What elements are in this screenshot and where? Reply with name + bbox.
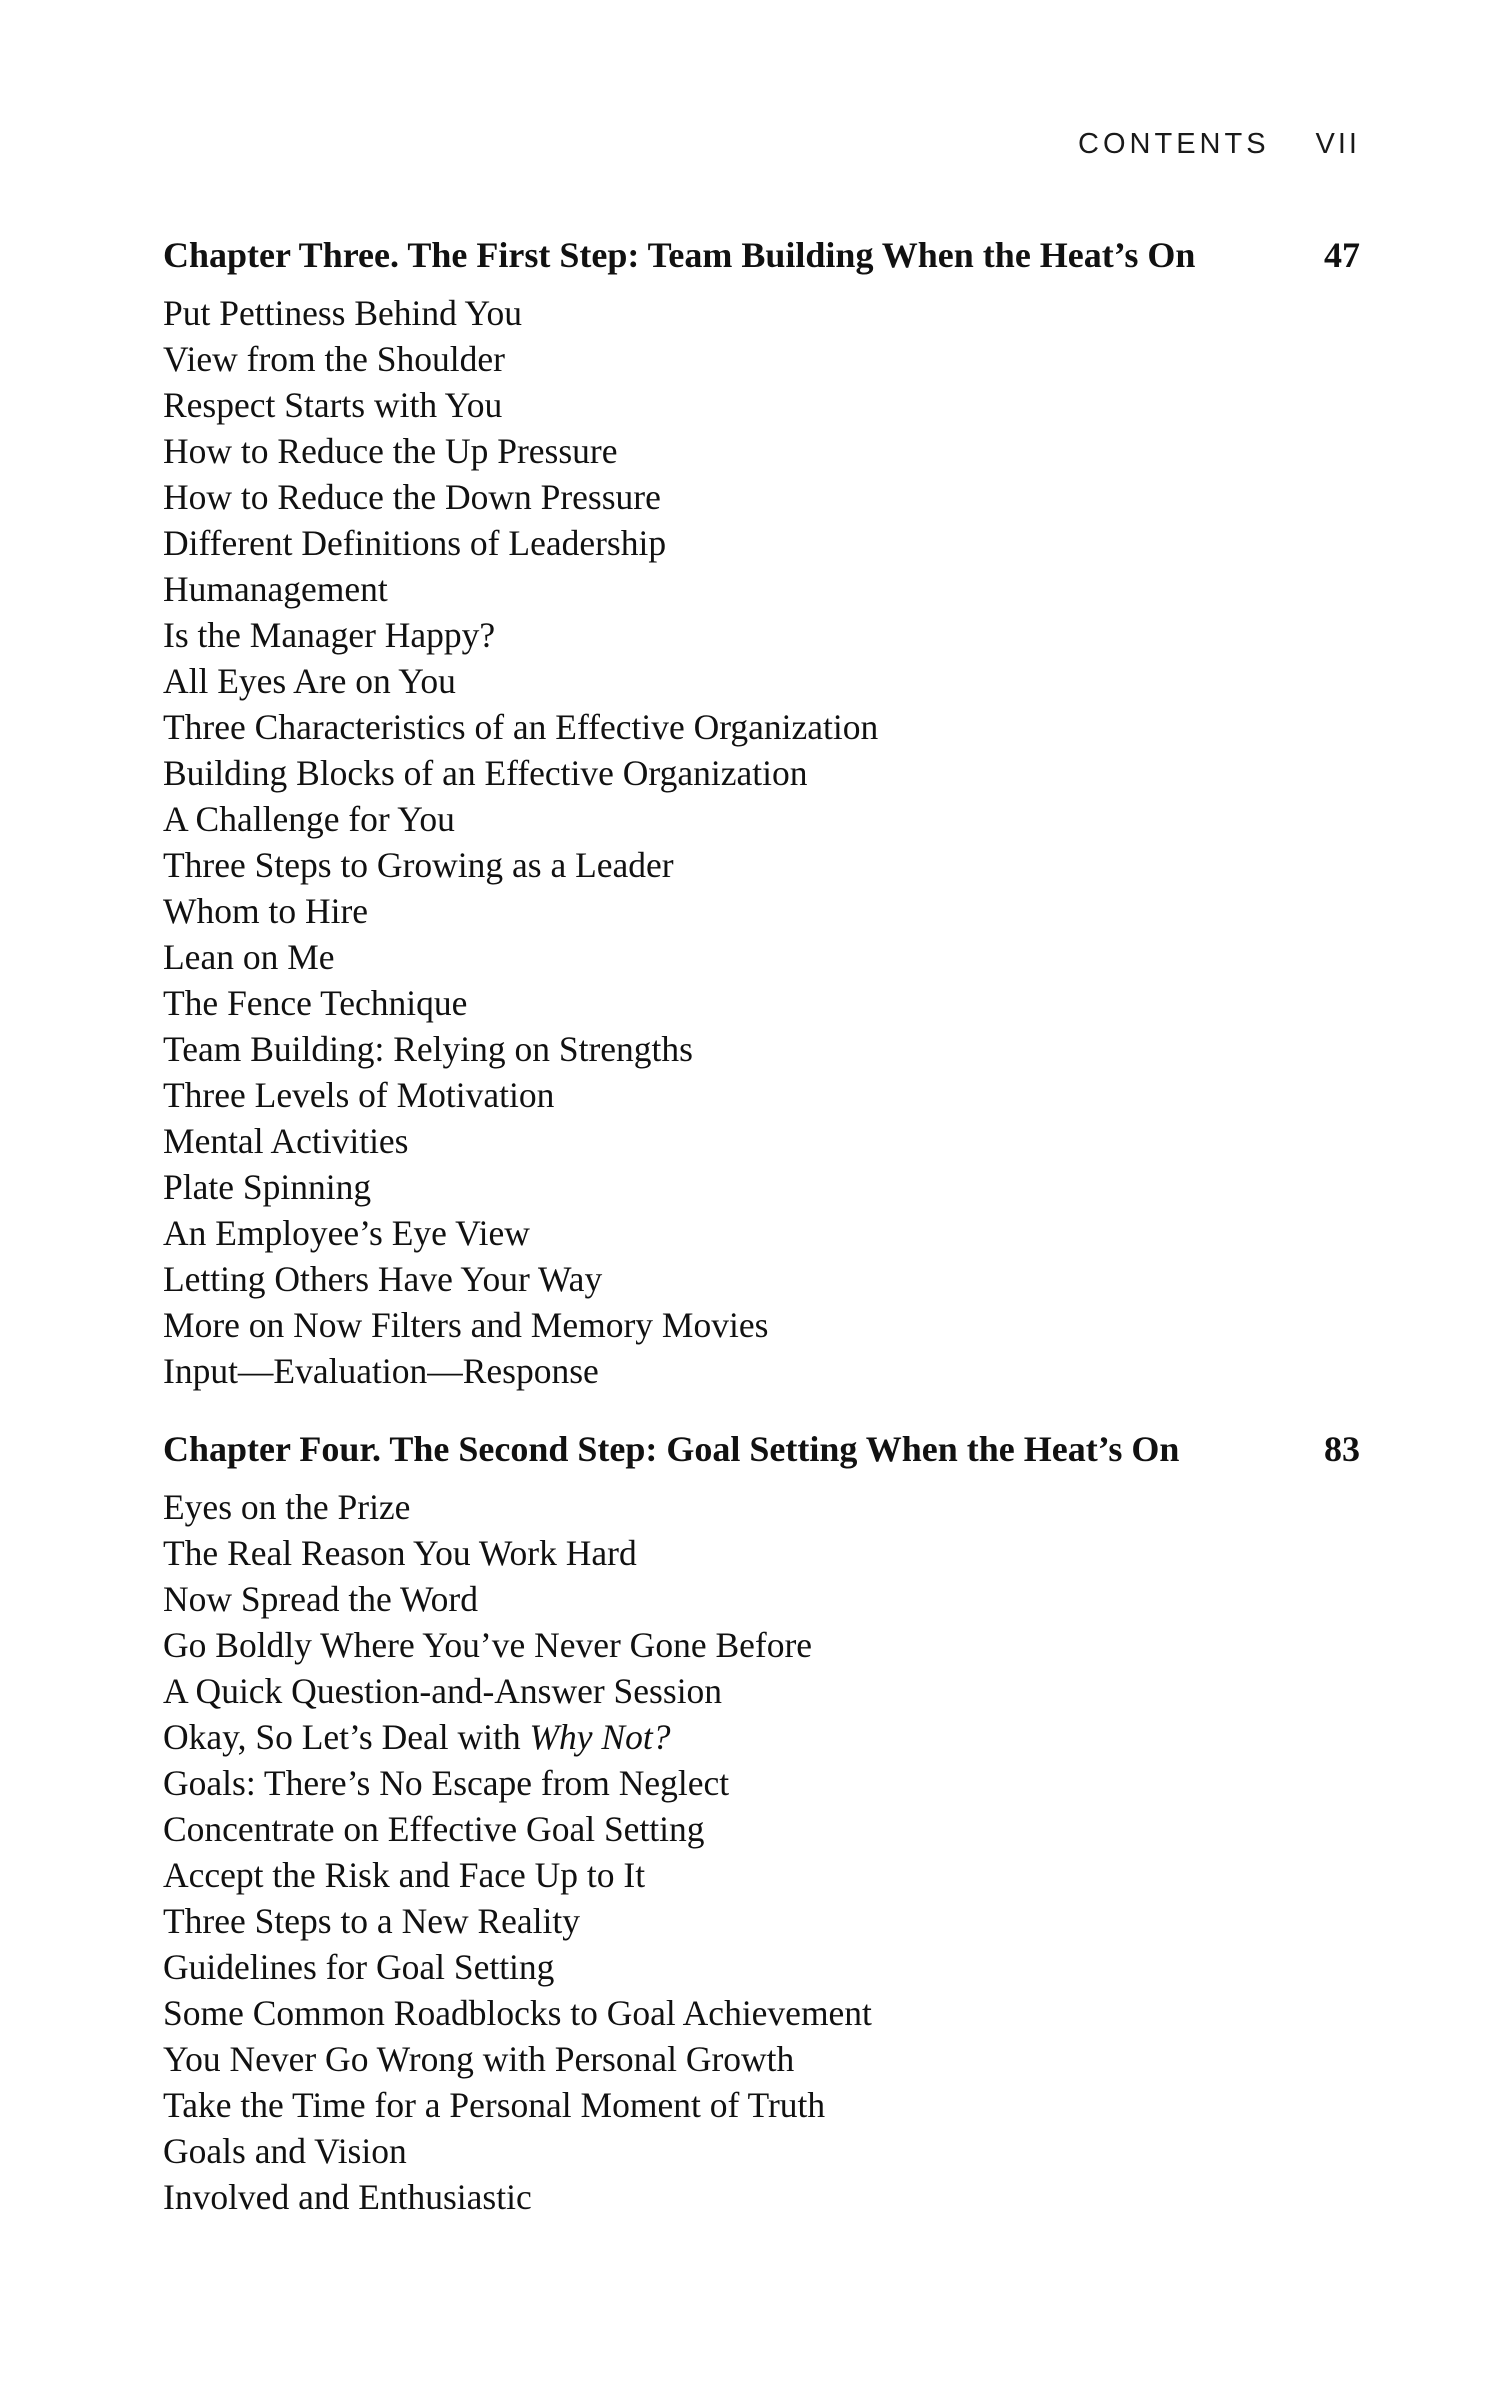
section-entry[interactable]: Is the Manager Happy? xyxy=(163,615,496,655)
section-entry[interactable]: View from the Shoulder xyxy=(163,339,505,379)
section-entry[interactable]: Whom to Hire xyxy=(163,891,369,931)
section-entry[interactable]: Three Characteristics of an Effective Organization xyxy=(163,707,879,747)
section-entry[interactable]: Three Steps to a New Reality xyxy=(163,1901,581,1941)
section-entry[interactable]: Letting Others Have Your Way xyxy=(163,1259,603,1299)
section-entry[interactable]: Humanagement xyxy=(163,569,388,609)
section-entry[interactable] xyxy=(163,1714,1360,1760)
section-entry-emphasis: Why Not? xyxy=(529,1717,671,1757)
section-entry[interactable]: An Employee’s Eye View xyxy=(163,1213,530,1253)
section-entry[interactable]: Building Blocks of an Effective Organization xyxy=(163,753,808,793)
section-entry[interactable]: Goals: There’s No Escape from Neglect xyxy=(163,1763,730,1803)
section-entry[interactable]: The Fence Technique xyxy=(163,983,468,1023)
chapter-heading[interactable] xyxy=(163,1424,1360,1474)
page-number: VII xyxy=(1315,128,1360,160)
section-entry[interactable]: The Real Reason You Work Hard xyxy=(163,1533,637,1573)
section-entry[interactable]: Team Building: Relying on Strengths xyxy=(163,1029,693,1069)
section-entry[interactable]: Three Levels of Motivation xyxy=(163,1075,555,1115)
section-entry[interactable]: Plate Spinning xyxy=(163,1167,372,1207)
section-entry[interactable]: Different Definitions of Leadership xyxy=(163,523,667,563)
section-entry[interactable]: More on Now Filters and Memory Movies xyxy=(163,1305,769,1345)
section-entry[interactable]: A Challenge for You xyxy=(163,799,455,839)
section-entry[interactable]: A Quick Question-and-Answer Session xyxy=(163,1671,723,1711)
section-entry[interactable]: Accept the Risk and Face Up to It xyxy=(163,1855,646,1895)
section-entry[interactable]: Goals and Vision xyxy=(163,2131,407,2171)
chapter-page-number: 83 xyxy=(1324,1429,1360,1469)
section-entry[interactable]: Take the Time for a Personal Moment of Truth xyxy=(163,2085,826,2125)
section-entry[interactable]: How to Reduce the Up Pressure xyxy=(163,431,618,471)
section-entry[interactable]: Guidelines for Goal Setting xyxy=(163,1947,555,1987)
section-entry[interactable]: Mental Activities xyxy=(163,1121,409,1161)
section-entry[interactable]: How to Reduce the Down Pressure xyxy=(163,477,661,517)
section-list xyxy=(163,290,1360,1394)
chapter-block xyxy=(163,1424,1360,2220)
section-entry[interactable]: Put Pettiness Behind You xyxy=(163,293,523,333)
chapter-title: Chapter Three. The First Step: Team Building When the Heat’s On xyxy=(163,235,1196,275)
section-entry[interactable]: Respect Starts with You xyxy=(163,385,503,425)
chapter-heading[interactable] xyxy=(163,230,1360,280)
section-entry[interactable]: Now Spread the Word xyxy=(163,1579,478,1619)
chapter-page-number: 47 xyxy=(1324,235,1360,275)
section-entry[interactable]: Involved and Enthusiastic xyxy=(163,2177,532,2217)
section-entry[interactable]: Some Common Roadblocks to Goal Achievement xyxy=(163,1993,872,2033)
section-entry[interactable]: Lean on Me xyxy=(163,937,335,977)
section-entry[interactable]: Go Boldly Where You’ve Never Gone Before xyxy=(163,1625,813,1665)
section-entry-text: Okay, So Let’s Deal with xyxy=(163,1717,530,1757)
chapter-block xyxy=(163,230,1360,1394)
section-entry[interactable]: Concentrate on Effective Goal Setting xyxy=(163,1809,705,1849)
running-head-label: CONTENTS xyxy=(1078,128,1270,160)
table-of-contents xyxy=(163,230,1360,2220)
section-entry[interactable]: All Eyes Are on You xyxy=(163,661,456,701)
section-list xyxy=(163,1484,1360,2220)
section-entry[interactable]: Three Steps to Growing as a Leader xyxy=(163,845,674,885)
chapter-title: Chapter Four. The Second Step: Goal Setting When the Heat’s On xyxy=(163,1429,1180,1469)
section-entry[interactable]: Eyes on the Prize xyxy=(163,1487,411,1527)
running-head xyxy=(1078,128,1360,161)
section-entry[interactable]: Input—Evaluation—Response xyxy=(163,1351,599,1391)
section-entry[interactable]: You Never Go Wrong with Personal Growth xyxy=(163,2039,795,2079)
